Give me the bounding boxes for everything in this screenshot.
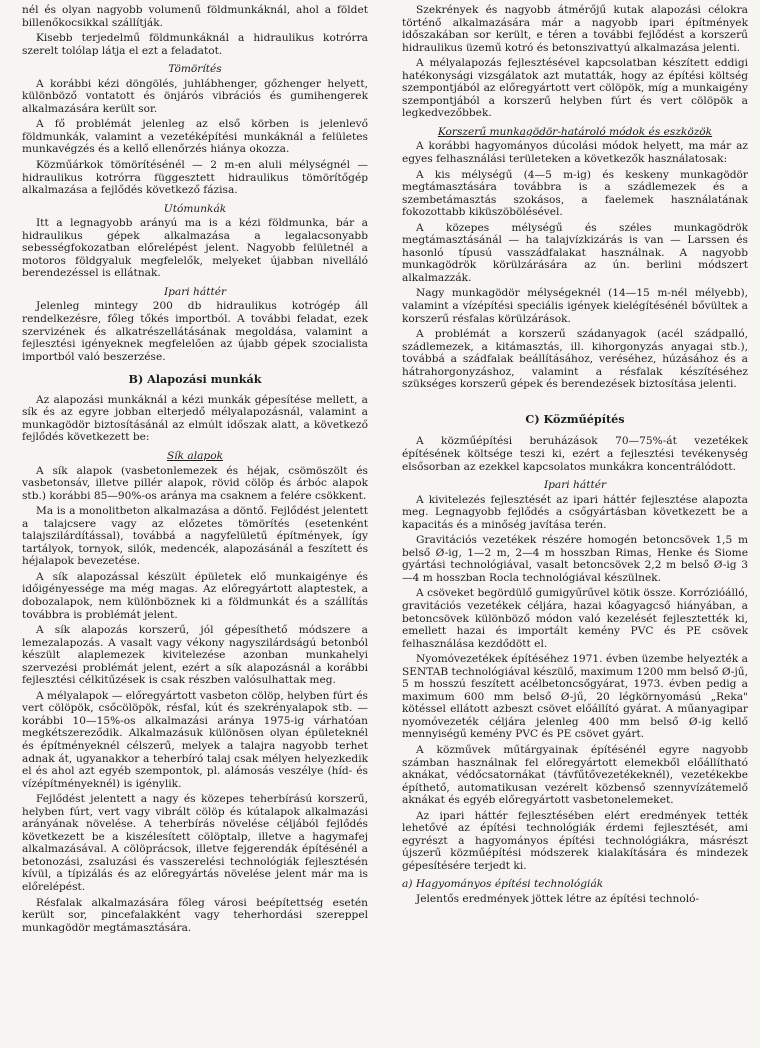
paragraph: Gravitációs vezetékek részére homogén betoncsövek 1,5 m belső Ø-ig, 1—2 m, 2—4 m hosszban Rimas, Henke és Siome gyártási technológiával, vasalt betoncsövek 2,2 m belső Ø-ig 3—4 m hosszban Rocla technológiával készülnek.: [402, 534, 748, 584]
paragraph: Ma is a monolitbeton alkalmazása a döntő. Fejlődést jelentett a talajcsere vagy az előzetes tömörítés (esetenként talajszilárdítással), továbbá a nagyfelületű építmények, így tartályok, tornyok, silók, medencék, alapozásánál a feszített és héjalapok bevezetése.: [22, 505, 368, 568]
paragraph: Nagy munkagödör mélységeknél (14—15 m-nél mélyebb), valamint a vízépítési speciális igények kielégítésénél bővültek a korszerű résfalas körülzárások.: [402, 287, 748, 325]
paragraph: A sík alapozás korszerű, jól gépesíthető módszere a lemezalapozás. A vasalt vagy vékony nagyszilárdságú betonból készült alaplemezek kivitelezése azonban munkahelyi szervezési problémát jelent, ezért a sík alapozásnál a korábbi fejlesztési célkitűzések is csak részben valósulhattak meg.: [22, 624, 368, 687]
subheading-ipari-hatter: Ipari háttér: [163, 285, 227, 298]
paragraph: A kis mélységű (4—5 m-ig) és keskeny munkagödör megtámasztására továbbra is a szádlemezek és a szembetámasztás szokásos, a faelemek használatának fokozottabb kiküszöbölésével.: [402, 168, 748, 219]
paragraph: A kivitelezés fejlesztését az ipari háttér fejlesztése alapozta meg. Legnagyobb fejlődés a csőgyártásban következett be a kapacitás és a minőség javítása terén.: [402, 493, 748, 531]
paragraph: A közművek műtárgyainak építésénél egyre nagyobb számban használnak fel előregyártott elemekből előállítható aknákat, védőcsatornákat (távfűtővezetékeknél), vezetékekbe építhető, automatikusan vezérelt közbenső szennyvízátemelő aknákat és egyéb előregyártott vasbetonelemeket.: [402, 743, 748, 807]
right-column: [402, 4, 748, 909]
paragraph: Jelentős eredmények jöttek létre az építési technoló-: [416, 893, 700, 905]
paragraph: Az ipari háttér fejlesztésében elért eredmények tették lehetővé az építési technológiák érdemi fejlesztését, ami egyrészt a hagyományos építési technológiákra, másrészt újszerű közműépítési módszerek kialakítására és mindezek gépesítésére terjedt ki.: [402, 809, 748, 872]
paragraph: A mélyalapok — előregyártott vasbeton cölöp, helyben fúrt és vert cölöpök, csőcölöpök, résfal, kút és szekrényalapok stb. — korábbi 10—15%-os alkalmazási aránya 1975-ig várhatóan megkétszereződik. Alkalmazásuk különösen olyan épületeknél és építményeknél célszerű, melyek a talajra nagyobb terhet adnak át, ugyanakkor a teherbíró talaj csak mélyen helyezkedik el és ahol azt egyéb szempontok, pl. alámosás veszélye (híd- és vízépítményeknél) is igénylik.: [22, 689, 368, 790]
section-heading-alapozasi: B) Alapozási munkák: [128, 372, 262, 387]
paragraph: nél és olyan nagyobb volumenű földmunkáknál, ahol a földet billenőkocsikkal szállítják.: [22, 4, 368, 29]
subheading-korszeru: Korszerű munkagödör-határoló módok és eszközök: [437, 125, 713, 138]
paragraph: Szekrények és nagyobb átmérőjű kutak alapozási célokra történő alkalmazására már a nagyobb ipari építmények időszakában sor került, e téren a további fejlődést a korszerű hidraulikus üzemű kotró és betonszivattyú alkalmazása jelenti.: [402, 4, 748, 54]
paragraph: A problémát a korszerű szádanyagok (acél szádpalló, szádlemezek, a kitámasztás, ill. kihorgonyzás anyagai stb.), továbbá a szádfalak beállításához, veréséhez, húzásához és a hátrahorgonyzáshoz, valamint a résfalak készítéséhez szükséges korszerű gépek és berendezések biztosítása jelenti.: [402, 328, 748, 391]
subheading-ipari-hatter-right: Ipari háttér: [543, 479, 607, 492]
subheading-utomunkak: Utómunkák: [163, 202, 227, 215]
section-heading-kozmu: C) Közműépítés: [525, 411, 625, 426]
paragraph: Közműárkok tömörítésénél — 2 m-en aluli mélységnél — hidraulikus kotrórra függesztett hidraulikus tömörítőgép alkalmazása a fejlődés következő fázisa.: [22, 159, 368, 197]
subheading-hagyomanyos: a) Hagyományos építési technológiák: [402, 878, 604, 891]
paragraph: A korábbi kézi döngölés, juhlábhenger, gőzhenger helyett, különböző vontatott és önjárós vibrációs és gumihengerek alkalmazására került sor.: [22, 77, 368, 115]
paragraph: A mélyalapozás fejlesztésével kapcsolatban készített eddigi hatékonysági vizsgálatok azt mutatták, hogy az építési költség szempontjából az előregyártott vert cölöpök, míg a munkaigény szempontjából a korszerű helyben fúrt és vert cölöpök a legkedvezőbbek.: [402, 57, 748, 120]
paragraph: Résfalak alkalmazására főleg városi beépítettség esetén került sor, pincefalakként vagy teherhordási szereppel munkagödör megtámasztására.: [22, 896, 368, 934]
paragraph: A csöveket begördülő gumigyűrűvel kötik össze. Korrózióálló, gravitációs vezetékek céljára, hazai kőagyagcső hiányában, a betoncsövek különböző módon való kezelését fejlesztették ki, emellett hazai és importált kemény PVC és PE csövek felhasználása kezdődött el.: [402, 587, 748, 650]
paragraph: A fő problémát jelenleg az első körben is jelenlevő földmunkák, valamint a vezetéképítési munkáknál a felületes munkavégzés és a kellő ellenőrzés hiánya okozza.: [22, 118, 368, 156]
paragraph: A közműépítési beruházások 70—75%-át vezetékek építésének költsége teszi ki, ezért a fejlesztési tevékenység elsősorban az ezekkel kapcsolatos munkákra koncentrálódott.: [402, 435, 748, 473]
paragraph: Itt a legnagyobb arányú ma is a kézi földmunka, bár a hidraulikus gépek alkalmazása a legalacsonyabb sebességfokozatban előrelépést jelent. Nagyobb felületnél a motoros földgyaluk megfelelők, melyeket újabban nivelláló berendezéssel is ellátnak.: [22, 217, 368, 280]
paragraph: A korábbi hagyományos dúcolási módok helyett, ma már az egyes felhasználási területeken a következők használatosak:: [402, 140, 748, 166]
paragraph: Kisebb terjedelmű földmunkáknál a hidraulikus kotrórra szerelt tolólap látja el ezt a feladatot.: [22, 32, 368, 57]
left-column: [22, 4, 368, 937]
paragraph: A sík alapok (vasbetonlemezek és héjak, csömöszölt és vasbetonsáv, illetve pillér alapok, rövid cölöp és árbóc alapok stb.) korábbi 85—90%-os aránya ma csaknem a felére csökkent.: [22, 464, 368, 502]
paragraph: Fejlődést jelentett a nagy és közepes teherbírású korszerű, helyben fúrt, vert vagy vibrált cölöp és kútalapok alkalmazási arányának növelése. A teherbírás növelése céljából fejlődés következett be a kiszélesített cölöptalp, illetve a hagymafej alkalmazásával. A cölöprácsok, illetve fejgerendák építésénél a betonozási, zsaluzási és vasszerelési technológiák fejlesztésén kívül, a típizálás és az előregyártás növelése jelent már ma is előrelépést.: [22, 793, 368, 893]
paragraph: A közepes mélységű és széles munkagödrök megtámasztásánál — ha talajvízkizárás is van — Larssen és hasonló típusú vasszádfalakat használnak. A nagyobb munkagödrök körülzárására az ún. berlini módszert alkalmazzák.: [402, 221, 748, 284]
paragraph: A sík alapozással készült épületek elő munkaigénye és időigényessége ma még magas. Az előregyártott alaptestek, a dobozalapok, nem különböznek ki a földmunkát és a szállítás továbbra is problémát jelent.: [22, 570, 368, 621]
subheading-tomorites: Tömörítés: [168, 63, 222, 76]
paragraph: Nyomóvezetékek építéséhez 1971. évben üzembe helyezték a SENTAB technológiával készülő, maximum 1200 mm belső Ø-jű, 5 m hosszú feszített acélbetoncsőgyárat, 1973. évben pedig a maximum 600 mm belső Ø-jű, 20 légkörnyomású „Reka" kötéssel ellátott azbeszt csövet előállító gyárat. A műanyagipar nyomóvezeték céljára jelenleg 400 mm belső Ø-ig kellő mennyiségű kemény PVC és PE csövet gyárt.: [402, 653, 748, 741]
paragraph: Az alapozási munkáknál a kézi munkák gépesítése mellett, a sík és az egyre jobban elterjedő mélyalapozásnál, valamint a munkagödör biztosításánál az elmúlt időszak alatt, a következő fejlődés következett be:: [22, 393, 368, 444]
paragraph: Jelenleg mintegy 200 db hidraulikus kotrógép áll rendelkezésre, főleg tőkés importból. A további feladat, ezek szervizének és alkatrészellátásának megoldása, valamint a fejlesztési igényeknek megfelelően az újabb gépek szocialista importból való beszerzése.: [22, 300, 368, 363]
subheading-sik-alapok: Sík alapok: [166, 449, 224, 462]
